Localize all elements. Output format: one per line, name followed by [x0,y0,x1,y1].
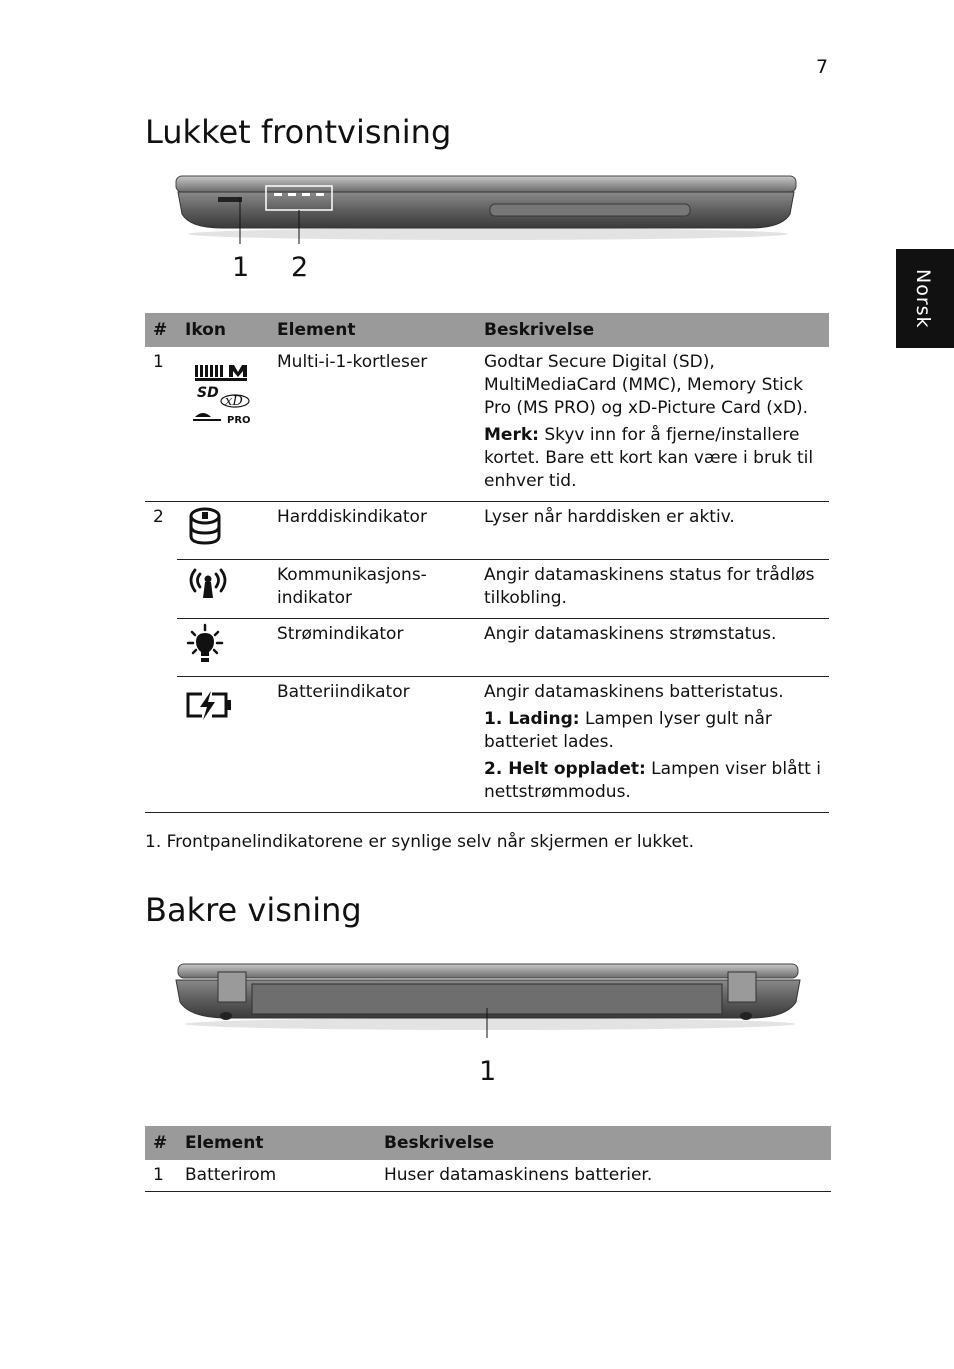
svg-text:PRO: PRO [227,415,251,426]
section-title-rear: Bakre visning [145,891,362,929]
power-light-icon [177,619,269,677]
svg-text:SD: SD [197,385,219,401]
row-description [476,560,829,619]
row-element: Kommunikasjons- indikator [269,560,476,619]
laptop-front-illustration [170,170,805,250]
row-element: Strømindikator [269,619,476,677]
hard-disk-icon [177,502,269,560]
note-text [484,424,821,493]
row-description [476,502,829,560]
row-description: Huser datamaskinens batterier. [384,1165,653,1185]
page-number: 7 [816,56,829,78]
description-text: Angir datamaskinens batteristatus. [484,682,784,702]
status-text [484,758,821,804]
front-view-table [145,313,829,813]
row-num [145,677,177,813]
status-body: Lampen lyser gult når batteriet lades. [484,709,772,752]
language-tab [896,249,954,348]
callout-1: 1 [479,1056,497,1087]
callout-2: 2 [291,252,309,283]
table-row [145,619,829,677]
row-description [476,347,829,502]
table-row [145,347,829,502]
rear-view-table [145,1126,831,1192]
callout-1: 1 [232,252,250,283]
table-row [145,677,829,813]
description-text: Lyser når harddisken er aktiv. [484,507,735,527]
svg-text:xD: xD [225,394,243,409]
row-element: Harddiskindikator [269,502,476,560]
header-element: Element [177,1126,376,1160]
row-element: Batterirom [185,1165,277,1185]
header-description: Beskrivelse [476,313,829,347]
table-row [145,560,829,619]
row-description [476,619,829,677]
header-icon: Ikon [177,313,269,347]
description-text: Godtar Secure Digital (SD), MultiMediaCard (MMC), Memory Stick Pro (MS PRO) og xD-Picture Card (xD). [484,352,809,418]
table-row [145,1160,831,1192]
wireless-icon [177,560,269,619]
status-label: 2. Helt oppladet: [484,759,646,779]
row-element: Batteriindikator [269,677,476,813]
footnote: 1. Frontpanelindikatorene er synlige selv når skjermen er lukket. [145,832,695,852]
table-header-row [145,313,829,347]
header-description: Beskrivelse [376,1126,831,1160]
row-num: 2 [145,502,177,560]
row-num [145,560,177,619]
battery-charge-icon [177,677,269,813]
row-element: Multi-i-1-kortleser [277,352,428,372]
memory-card-logos-icon [177,347,269,502]
row-description [476,677,829,813]
status-text [484,708,821,754]
header-num: # [145,313,177,347]
row-num: 1 [153,352,164,372]
description-text: Angir datamaskinens status for trådløs tilkobling. [484,565,815,608]
row-num [145,619,177,677]
header-num: # [145,1126,177,1160]
row-num: 1 [153,1165,164,1185]
description-text: Angir datamaskinens strømstatus. [484,624,777,644]
note-label: Merk: [484,425,539,445]
header-element: Element [269,313,476,347]
section-title-front: Lukket frontvisning [145,113,452,151]
status-label: 1. Lading: [484,709,580,729]
status-body: Lampen viser blått i nettstrømmodus. [484,759,821,802]
language-tab-label: Norsk [912,269,934,329]
laptop-rear-illustration [170,958,810,1038]
table-row [145,502,829,560]
note-body: Skyv inn for å fjerne/installere kortet. Bare ett kort kan være i bruk til enhver tid. [484,425,814,491]
table-header-row [145,1126,831,1160]
